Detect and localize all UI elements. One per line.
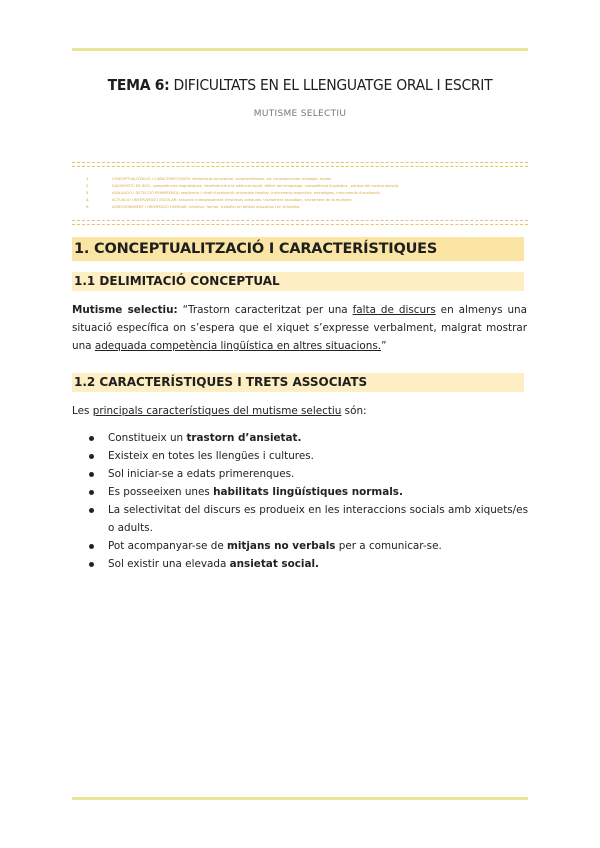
page-subtitle: MUTISME SELECTIU — [253, 109, 347, 119]
item-text: Existeix en totes les llengües i cultures. — [108, 450, 314, 462]
list-item — [72, 447, 528, 465]
list-item — [72, 537, 528, 555]
toc-item[interactable] — [86, 197, 526, 204]
intro-text: són: — [341, 405, 367, 417]
bullet-icon — [89, 472, 94, 477]
toc-num: 1. — [86, 177, 90, 181]
characteristics-list — [72, 429, 528, 573]
table-of-contents — [86, 176, 526, 211]
item-bold: ansietat social. — [229, 558, 319, 570]
toc-text: DIAGNÒSTIC DE RISC: competències lingüístiques, interferència a la adiència social, dèficit del llenguatge, competència lingüística , pèrdua del control atenció. — [112, 184, 400, 188]
item-text: Constitueix un — [108, 432, 187, 444]
toc-text: ACTUACIÓ I INTERVENCIÓ ESCOLAR: actuació a desplaçament d'estímuls adequats, tractament psicològic, tractament de la mutisme. — [112, 198, 353, 202]
toc-divider-bottom-2 — [72, 224, 528, 225]
toc-item[interactable] — [86, 204, 526, 211]
subsection-heading-delimitacio: 1.1 DELIMITACIÓ CONCEPTUAL — [72, 272, 524, 291]
definition-underline: adequada competència lingüística en altres situacions. — [94, 340, 382, 352]
section-heading: 1. CONCEPTUALITZACIÓ I CARACTERÍSTIQUES — [72, 237, 524, 261]
toc-item[interactable] — [86, 176, 526, 183]
toc-num: 2. — [86, 184, 90, 188]
bottom-rule — [72, 797, 528, 800]
intro-underline: principals característiques del mutisme selectiu — [92, 405, 342, 417]
definition-paragraph — [72, 301, 527, 355]
definition-term: Mutisme selectiu: — [72, 304, 178, 316]
toc-num: 3. — [86, 191, 90, 195]
intro-text: Les — [72, 405, 93, 417]
definition-text: ” — [381, 340, 387, 352]
toc-item[interactable] — [86, 190, 526, 197]
toc-divider-top-2 — [72, 166, 528, 167]
list-item — [72, 483, 528, 501]
toc-num: 4. — [86, 198, 90, 202]
item-text: Sol existir una elevada — [108, 558, 230, 570]
title-lead: TEMA 6: — [107, 76, 170, 94]
toc-divider-top — [72, 162, 528, 163]
list-item — [72, 501, 528, 537]
toc-text: ASSESSORAMENT I ORIENTACIÓ FAMILIAR: informar, formar, treballar en àmbits educatius i en la família. — [112, 205, 301, 209]
title-rest: DIFICULTATS EN EL LLENGUATGE ORAL I ESCRIT — [169, 76, 493, 94]
toc-text: AVALUACIÓ I DETECCIÓ PRIMERENCA: seqüència i nivell d'avaluació: entrevista familiar, instruments específics, estratègies, instruments d'avaluació. — [112, 191, 381, 195]
toc-divider-bottom — [72, 220, 528, 221]
bullet-icon — [89, 490, 94, 495]
definition-text: en almenys una situació específica on s’espera que el xiquet s’expresse verbalment, malgrat mostrar una — [72, 304, 528, 352]
item-text: per a comunicar-se. — [335, 540, 442, 552]
bullet-icon — [89, 544, 94, 549]
bullet-icon — [89, 562, 94, 567]
item-text: Pot acompanyar-se de — [108, 540, 228, 552]
subsection-heading-caracteristiques: 1.2 CARACTERÍSTIQUES I TRETS ASSOCIATS — [72, 373, 524, 392]
list-item — [72, 465, 528, 483]
item-bold: mitjans no verbals — [227, 540, 336, 552]
item-text: Sol iniciar-se a edats primerenques. — [108, 468, 295, 480]
list-item — [72, 555, 528, 573]
toc-text: CONCEPTUALITZACIÓ I CARACTERÍSTIQUES: delimitació conceptual, característiques, etc consequencies: etiologia, model. — [112, 177, 333, 181]
item-bold: habilitats lingüístiques normals. — [213, 486, 403, 498]
bullet-icon — [89, 436, 94, 441]
top-rule — [72, 48, 528, 51]
bullet-icon — [89, 508, 94, 513]
bullet-icon — [89, 454, 94, 459]
definition-underline: falta de discurs — [352, 304, 436, 316]
page-title — [0, 76, 600, 94]
toc-item[interactable] — [86, 183, 526, 190]
list-item — [72, 429, 528, 447]
item-text: Es posseeixen unes — [108, 486, 214, 498]
toc-num: 5. — [86, 205, 90, 209]
item-text: La selectivitat del discurs es produeix en les interaccions socials amb xiquets/es o adults. — [108, 504, 528, 534]
definition-text: “Trastorn caracteritzat per una — [177, 304, 353, 316]
characteristics-intro — [72, 404, 527, 418]
item-bold: trastorn d’ansietat. — [186, 432, 302, 444]
